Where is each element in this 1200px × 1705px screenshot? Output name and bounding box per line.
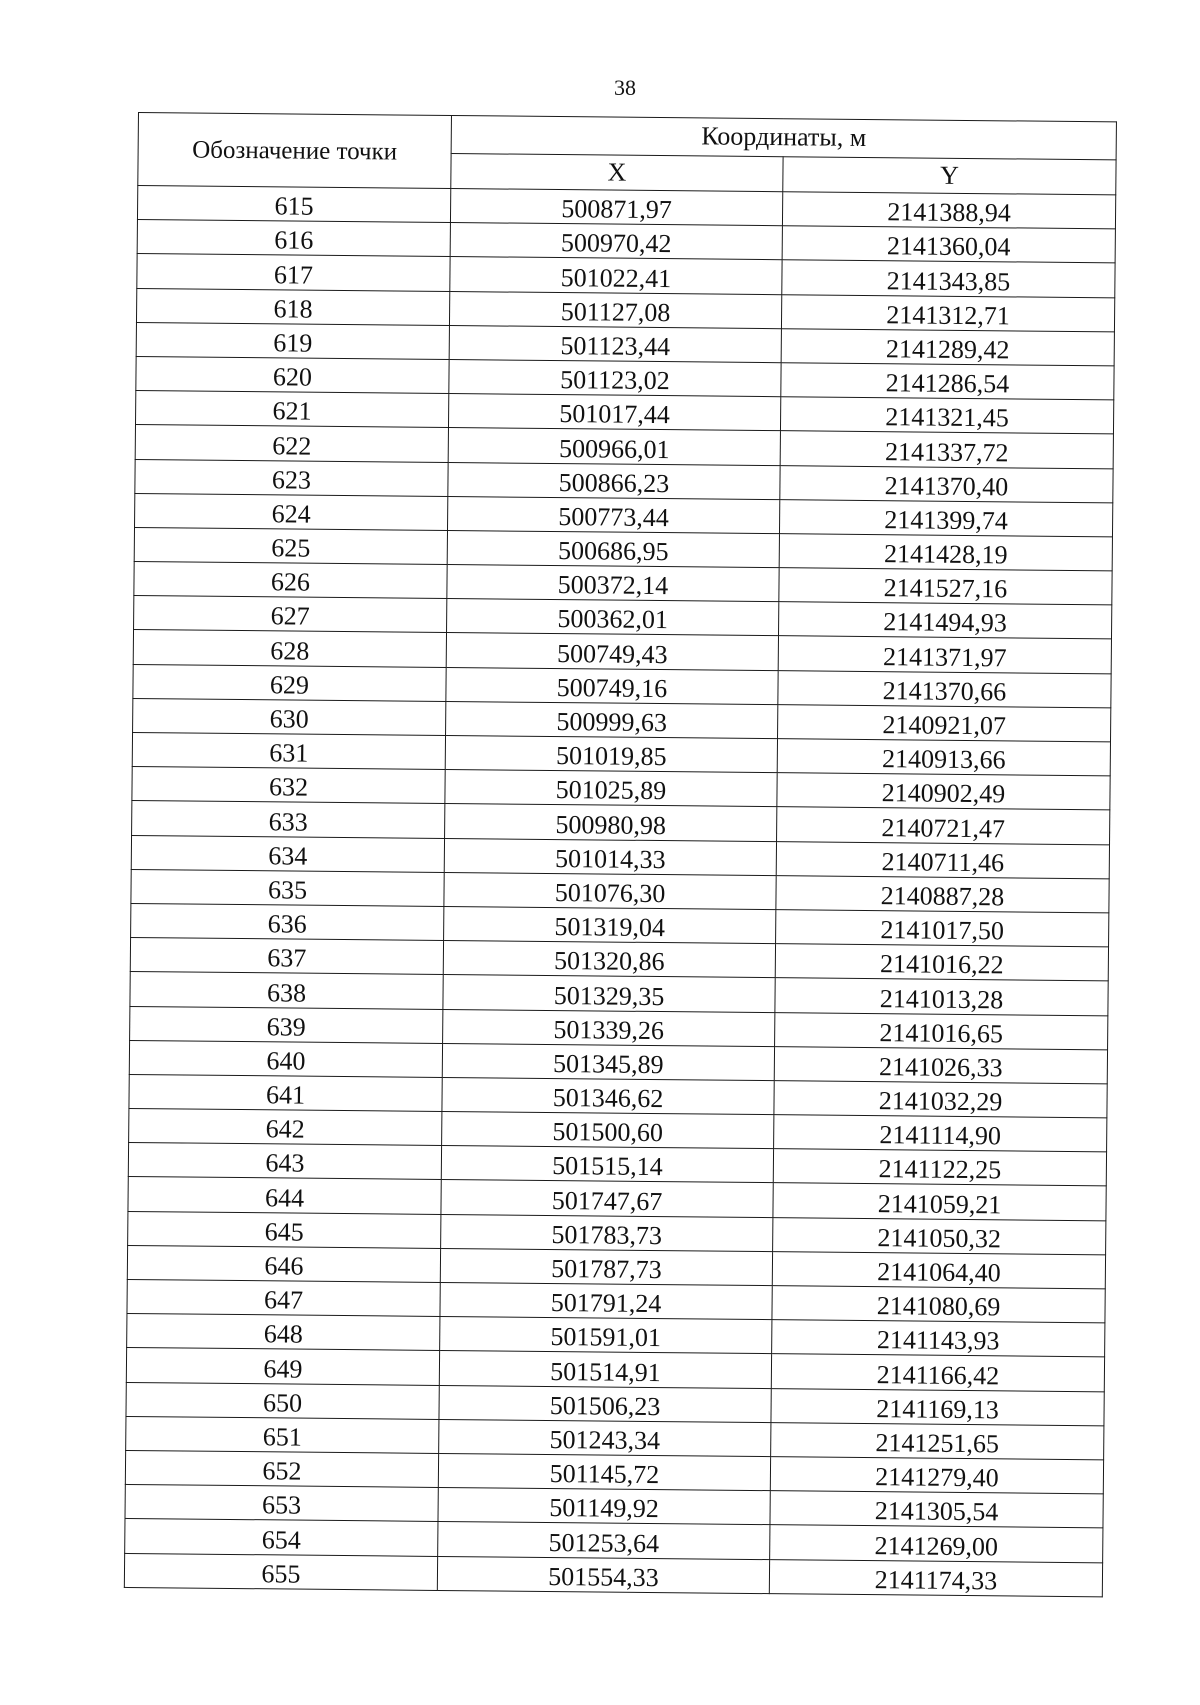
x-coordinate-cell: 501783,73 bbox=[441, 1214, 773, 1251]
x-coordinate-cell: 501014,33 bbox=[444, 838, 776, 875]
point-cell: 619 bbox=[136, 322, 449, 359]
coordinates-table bbox=[124, 112, 1117, 1597]
point-cell: 651 bbox=[126, 1416, 439, 1453]
x-coordinate-cell: 501145,72 bbox=[438, 1453, 770, 1490]
y-coordinate-cell: 2141370,66 bbox=[778, 670, 1111, 707]
point-cell: 625 bbox=[134, 527, 447, 564]
x-coordinate-cell: 501554,33 bbox=[437, 1556, 769, 1593]
x-coordinate-cell: 501319,04 bbox=[444, 906, 776, 943]
x-coordinate-cell: 501591,01 bbox=[440, 1317, 772, 1354]
point-cell: 637 bbox=[130, 938, 443, 975]
x-coordinate-cell: 501025,89 bbox=[445, 770, 777, 807]
y-coordinate-cell: 2141114,90 bbox=[774, 1115, 1107, 1152]
point-cell: 624 bbox=[135, 493, 448, 530]
point-cell: 645 bbox=[128, 1211, 441, 1248]
y-coordinate-cell: 2141016,65 bbox=[775, 1012, 1108, 1049]
table-header bbox=[138, 113, 1117, 195]
x-coordinate-cell: 501747,67 bbox=[441, 1180, 773, 1217]
y-coordinate-cell: 2141370,40 bbox=[780, 465, 1113, 502]
point-cell: 635 bbox=[131, 869, 444, 906]
point-cell: 622 bbox=[135, 425, 448, 462]
point-cell: 641 bbox=[129, 1074, 442, 1111]
x-coordinate-cell: 501253,64 bbox=[438, 1522, 770, 1559]
x-coordinate-cell: 500966,01 bbox=[448, 428, 780, 465]
y-coordinate-cell: 2140902,49 bbox=[777, 773, 1110, 810]
x-coordinate-cell: 501500,60 bbox=[442, 1112, 774, 1149]
header-x: X bbox=[451, 153, 783, 192]
y-coordinate-cell: 2141343,85 bbox=[782, 260, 1115, 297]
x-coordinate-cell: 500866,23 bbox=[448, 462, 780, 499]
y-coordinate-cell: 2140711,46 bbox=[776, 841, 1109, 878]
point-cell: 652 bbox=[125, 1450, 438, 1487]
x-coordinate-cell: 500372,14 bbox=[447, 565, 779, 602]
header-y: Y bbox=[783, 156, 1116, 195]
point-cell: 644 bbox=[128, 1177, 441, 1214]
point-cell: 615 bbox=[137, 186, 450, 223]
x-coordinate-cell: 501123,44 bbox=[449, 325, 781, 362]
y-coordinate-cell: 2141013,28 bbox=[775, 978, 1108, 1015]
x-coordinate-cell: 500980,98 bbox=[445, 804, 777, 841]
y-coordinate-cell: 2141122,25 bbox=[773, 1149, 1106, 1186]
x-coordinate-cell: 500871,97 bbox=[450, 189, 782, 226]
point-cell: 627 bbox=[134, 596, 447, 633]
y-coordinate-cell: 2141527,16 bbox=[779, 568, 1112, 605]
point-cell: 626 bbox=[134, 562, 447, 599]
y-coordinate-cell: 2141080,69 bbox=[772, 1286, 1105, 1323]
x-coordinate-cell: 501017,44 bbox=[448, 394, 780, 431]
x-coordinate-cell: 501123,02 bbox=[449, 359, 781, 396]
y-coordinate-cell: 2141428,19 bbox=[779, 534, 1112, 571]
point-cell: 647 bbox=[127, 1279, 440, 1316]
point-cell: 655 bbox=[124, 1553, 437, 1590]
y-coordinate-cell: 2141360,04 bbox=[782, 226, 1115, 263]
y-coordinate-cell: 2141251,65 bbox=[771, 1422, 1104, 1459]
y-coordinate-cell: 2141017,50 bbox=[776, 910, 1109, 947]
x-coordinate-cell: 500999,63 bbox=[446, 701, 778, 738]
point-cell: 616 bbox=[137, 220, 450, 257]
x-coordinate-cell: 501019,85 bbox=[445, 735, 777, 772]
y-coordinate-cell: 2141032,29 bbox=[774, 1081, 1107, 1118]
x-coordinate-cell: 500749,16 bbox=[446, 667, 778, 704]
point-cell: 618 bbox=[136, 288, 449, 325]
y-coordinate-cell: 2141286,54 bbox=[781, 363, 1114, 400]
x-coordinate-cell: 501346,62 bbox=[442, 1077, 774, 1114]
point-cell: 640 bbox=[129, 1040, 442, 1077]
x-coordinate-cell: 501076,30 bbox=[444, 872, 776, 909]
table-body bbox=[124, 186, 1115, 1597]
point-cell: 621 bbox=[135, 391, 448, 428]
point-cell: 620 bbox=[136, 356, 449, 393]
y-coordinate-cell: 2141064,40 bbox=[772, 1251, 1105, 1288]
point-cell: 628 bbox=[133, 630, 446, 667]
page-number: 38 bbox=[614, 75, 636, 100]
y-coordinate-cell: 2141321,45 bbox=[780, 397, 1113, 434]
x-coordinate-cell: 501149,92 bbox=[438, 1488, 770, 1525]
point-cell: 629 bbox=[133, 664, 446, 701]
y-coordinate-cell: 2141143,93 bbox=[772, 1320, 1105, 1357]
coordinates-table-container bbox=[124, 112, 1116, 1597]
x-coordinate-cell: 501339,26 bbox=[443, 1009, 775, 1046]
x-coordinate-cell: 501329,35 bbox=[443, 975, 775, 1012]
y-coordinate-cell: 2141166,42 bbox=[771, 1354, 1104, 1391]
y-coordinate-cell: 2140721,47 bbox=[777, 807, 1110, 844]
x-coordinate-cell: 501243,34 bbox=[439, 1419, 771, 1456]
point-cell: 638 bbox=[130, 972, 443, 1009]
y-coordinate-cell: 2140921,07 bbox=[778, 704, 1111, 741]
y-coordinate-cell: 2141371,97 bbox=[778, 636, 1111, 673]
y-coordinate-cell: 2141337,72 bbox=[780, 431, 1113, 468]
y-coordinate-cell: 2140913,66 bbox=[777, 739, 1110, 776]
y-coordinate-cell: 2141494,93 bbox=[778, 602, 1111, 639]
y-coordinate-cell: 2141279,40 bbox=[770, 1457, 1103, 1494]
y-coordinate-cell: 2141388,94 bbox=[782, 192, 1115, 229]
header-point-designation: Обозначение точки bbox=[138, 113, 452, 189]
x-coordinate-cell: 501127,08 bbox=[449, 291, 781, 328]
x-coordinate-cell: 501791,24 bbox=[440, 1282, 772, 1319]
y-coordinate-cell: 2141174,33 bbox=[769, 1559, 1102, 1596]
point-cell: 649 bbox=[126, 1348, 439, 1385]
y-coordinate-cell: 2141016,22 bbox=[775, 944, 1108, 981]
point-cell: 650 bbox=[126, 1382, 439, 1419]
point-cell: 634 bbox=[131, 835, 444, 872]
y-coordinate-cell: 2141169,13 bbox=[771, 1388, 1104, 1425]
y-coordinate-cell: 2141289,42 bbox=[781, 328, 1114, 365]
point-cell: 636 bbox=[131, 903, 444, 940]
y-coordinate-cell: 2141026,33 bbox=[774, 1046, 1107, 1083]
x-coordinate-cell: 500970,42 bbox=[450, 223, 782, 260]
y-coordinate-cell: 2141059,21 bbox=[773, 1183, 1106, 1220]
x-coordinate-cell: 501320,86 bbox=[443, 941, 775, 978]
x-coordinate-cell: 500686,95 bbox=[447, 530, 779, 567]
point-cell: 631 bbox=[132, 732, 445, 769]
x-coordinate-cell: 500773,44 bbox=[447, 496, 779, 533]
y-coordinate-cell: 2141305,54 bbox=[770, 1491, 1103, 1528]
point-cell: 642 bbox=[129, 1109, 442, 1146]
x-coordinate-cell: 501345,89 bbox=[442, 1043, 774, 1080]
x-coordinate-cell: 500362,01 bbox=[447, 599, 779, 636]
y-coordinate-cell: 2140887,28 bbox=[776, 875, 1109, 912]
y-coordinate-cell: 2141399,74 bbox=[779, 499, 1112, 536]
x-coordinate-cell: 501515,14 bbox=[441, 1146, 773, 1183]
point-cell: 632 bbox=[132, 767, 445, 804]
point-cell: 630 bbox=[133, 698, 446, 735]
point-cell: 648 bbox=[127, 1314, 440, 1351]
y-coordinate-cell: 2141269,00 bbox=[770, 1525, 1103, 1562]
y-coordinate-cell: 2141050,32 bbox=[773, 1217, 1106, 1254]
header-coordinates: Координаты, м bbox=[451, 116, 1116, 160]
x-coordinate-cell: 501022,41 bbox=[450, 257, 782, 294]
point-cell: 623 bbox=[135, 459, 448, 496]
x-coordinate-cell: 501787,73 bbox=[440, 1248, 772, 1285]
x-coordinate-cell: 500749,43 bbox=[446, 633, 778, 670]
point-cell: 653 bbox=[125, 1485, 438, 1522]
point-cell: 617 bbox=[137, 254, 450, 291]
y-coordinate-cell: 2141312,71 bbox=[781, 294, 1114, 331]
point-cell: 643 bbox=[128, 1143, 441, 1180]
point-cell: 654 bbox=[125, 1519, 438, 1556]
x-coordinate-cell: 501514,91 bbox=[439, 1351, 771, 1388]
point-cell: 646 bbox=[127, 1245, 440, 1282]
point-cell: 633 bbox=[132, 801, 445, 838]
x-coordinate-cell: 501506,23 bbox=[439, 1385, 771, 1422]
point-cell: 639 bbox=[130, 1006, 443, 1043]
